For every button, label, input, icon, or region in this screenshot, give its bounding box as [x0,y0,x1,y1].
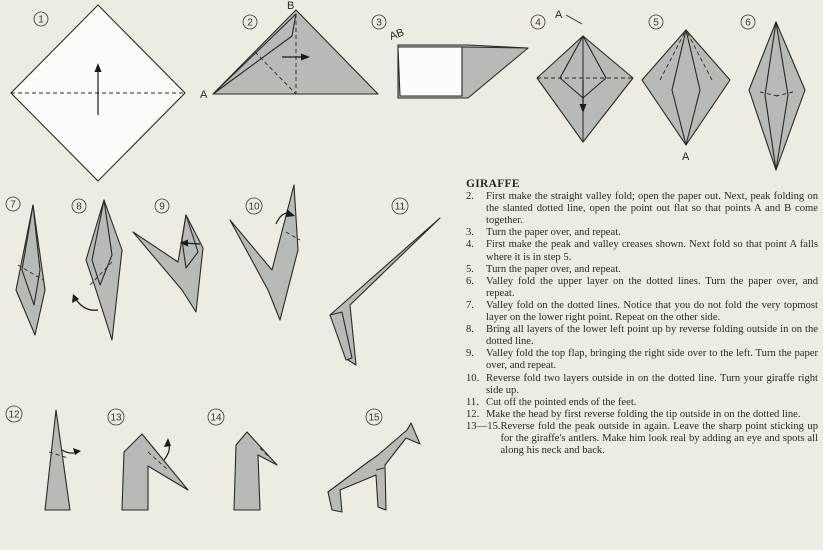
step-marker-12 [6,406,22,422]
step-text: First make the peak and valley creases shown. Next fold so that point A falls where it is in step 5. [486,239,818,263]
step-number-6: 6 [745,17,751,29]
fold-step-7 [16,205,45,335]
step-number-13: 13 [110,412,122,424]
step-marker-1 [34,12,48,26]
fold-step-11 [330,218,440,365]
fold-step-15-giraffe [328,423,420,512]
instruction-step [466,300,818,324]
step-number-9: 9 [159,201,165,213]
step-number-4: 4 [535,17,541,29]
step-number-2: 2 [247,17,253,29]
step-label: 13—15. [466,420,501,432]
step-number-10: 10 [248,201,260,213]
step-label: 3. [466,227,474,239]
step-text: First make the straight valley fold; open the paper out. Next, peak folding on the slanted dotted line, open the point out flat so that points A and B come together. [486,191,818,227]
step-text: Valley fold the upper layer on the dotted lines. Turn the paper over, and repeat. [486,275,818,299]
fold-step-4 [537,9,633,142]
instruction-step [466,324,818,348]
step-label: 2. [466,191,474,203]
step-marker-11 [392,198,408,214]
step-number-8: 8 [76,201,82,213]
instruction-step [466,421,818,457]
step-text: Bring all layers of the lower left point up by reverse folding outside in on the dotted line. [486,324,818,348]
step-text: Reverse fold two layers outside in on the dotted line. Turn your giraffe right side up. [486,372,818,396]
instruction-step [466,409,818,421]
step-marker-3 [372,15,386,29]
fold-step-14 [234,432,277,510]
step-marker-14 [208,409,224,425]
step-label: 12. [466,408,480,420]
fold-step-5 [642,30,730,163]
point-b-label: B [287,0,295,12]
fold-step-8 [72,200,122,340]
step-number-7: 7 [10,199,16,211]
step-label: 5. [466,263,474,275]
step-marker-13 [108,409,124,425]
page-title: GIRAFFE [466,178,520,190]
point-a-label-5: A [682,151,690,163]
step-text: Make the head by first reverse folding the tip outside in on the dotted line. [486,408,801,420]
fold-step-9 [133,215,203,312]
step-label: 8. [466,324,474,336]
fold-step-12 [45,410,81,510]
fold-step-13 [122,434,188,510]
step-text: Valley fold on the dotted lines. Notice that you do not fold the very topmost layer on the lower right point. Repeat on the other side. [486,299,818,324]
step-text: Valley fold the top flap, bringing the right side over to the left. Turn the paper over, and repeat. [486,348,818,372]
step-number-12: 12 [8,409,20,421]
step-label: 4. [466,239,474,251]
point-a-label-4: A [555,9,563,21]
step-label: 11. [466,396,479,408]
step-marker-15 [366,409,382,425]
step-text: Reverse fold the peak outside in again. Leave the sharp point sticking up for the giraffe's antlers. Make him look real by adding an eye and spots all along his neck and back. [500,420,818,457]
instructions-panel [466,178,818,457]
step-number-14: 14 [210,412,222,424]
step-marker-4 [531,15,545,29]
step-number-11: 11 [394,201,406,213]
step-text: Turn the paper over, and repeat. [486,263,621,275]
step-marker-8 [72,199,86,213]
instruction-step [466,239,818,263]
step-number-1: 1 [38,14,44,26]
step-number-5: 5 [653,17,659,29]
fold-step-10 [230,185,300,320]
instruction-step [466,276,818,300]
instruction-step [466,373,818,397]
step-number-15: 15 [368,412,380,424]
fold-step-3 [388,27,528,98]
step-text: Cut off the pointed ends of the feet. [486,396,637,408]
step-label: 7. [466,299,474,311]
instruction-step [466,227,818,239]
step-label: 6. [466,275,474,287]
fold-step-2 [200,0,378,101]
step-text: Turn the paper over, and repeat. [486,227,621,239]
instruction-step [466,264,818,276]
step-marker-2 [243,15,257,29]
instruction-step [466,191,818,227]
step-marker-7 [6,197,20,211]
fold-step-6 [749,22,805,170]
point-ab-label: AB [387,26,406,43]
step-marker-5 [649,15,663,29]
step-marker-6 [741,15,755,29]
step-marker-10 [246,198,262,214]
step-label: 9. [466,348,474,360]
instruction-step [466,348,818,372]
step-number-3: 3 [376,17,382,29]
point-a-label: A [200,89,208,101]
fold-step-1 [11,5,185,181]
instruction-step [466,397,818,409]
step-marker-9 [155,199,169,213]
step-label: 10. [466,372,480,384]
